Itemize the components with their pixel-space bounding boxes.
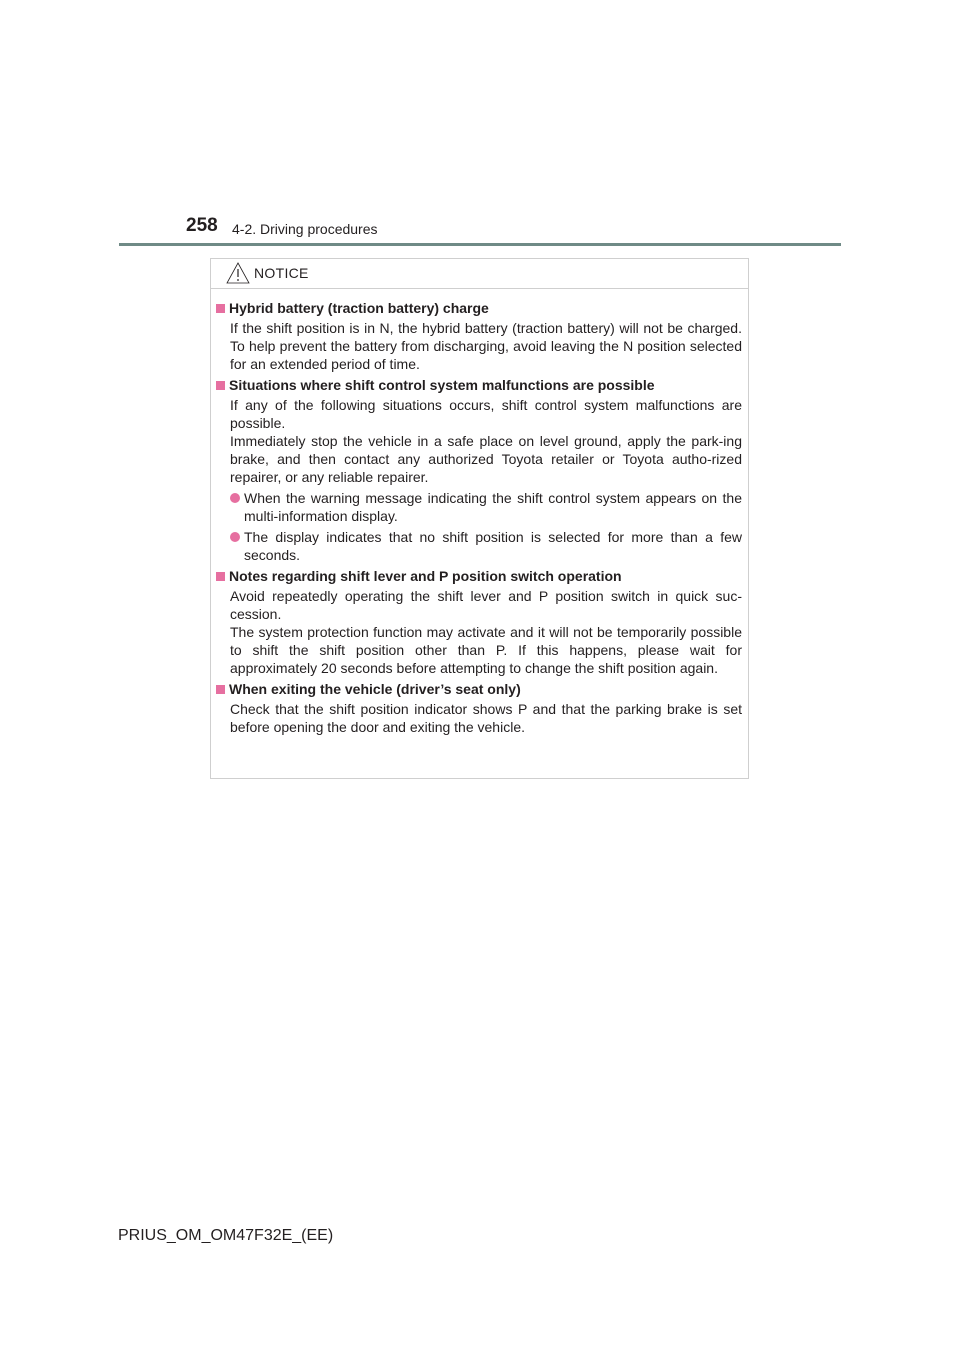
section-title-text: Notes regarding shift lever and P position switch operation	[229, 568, 622, 584]
notice-label: NOTICE	[254, 265, 309, 281]
section-heading	[216, 376, 742, 394]
notice-header	[211, 259, 748, 289]
square-bullet-icon	[216, 381, 225, 390]
notice-section-battery-charge	[216, 299, 742, 373]
square-bullet-icon	[216, 685, 225, 694]
header-rule	[119, 243, 841, 246]
list-item	[230, 528, 742, 564]
notice-section-exiting-vehicle	[216, 680, 742, 736]
section-paragraph: Avoid repeatedly operating the shift lever and P position switch in quick suc-cession. The system protection function may activate and it will not be temporarily possible to shift the shift position other than P. If this happens, please wait for approximately 20 seconds before attempting to change the shift position again.	[230, 588, 742, 676]
square-bullet-icon	[216, 304, 225, 313]
section-title-text: When exiting the vehicle (driver’s seat only)	[229, 681, 521, 697]
list-item-text: The display indicates that no shift position is selected for more than a few seconds.	[244, 529, 742, 563]
notice-box	[210, 258, 749, 779]
square-bullet-icon	[216, 572, 225, 581]
list-item-text: When the warning message indicating the shift control system appears on the multi-information display.	[244, 490, 742, 524]
notice-section-malfunctions	[216, 376, 742, 564]
section-paragraph: If any of the following situations occurs, shift control system malfunctions are possible. Immediately stop the vehicle in a safe place on level ground, apply the park-ing brake, and then contact any authorized Toyota retailer or Toyota autho-rized repairer, or any reliable repairer.	[230, 397, 742, 485]
circle-bullet-icon	[230, 532, 240, 542]
document-code: PRIUS_OM_OM47F32E_(EE)	[118, 1227, 334, 1244]
section-heading	[216, 567, 742, 585]
list-item	[230, 489, 742, 525]
section-heading	[216, 299, 742, 317]
section-title-text: Hybrid battery (traction battery) charge	[229, 300, 489, 316]
notice-body	[211, 289, 748, 736]
notice-section-shift-lever-notes	[216, 567, 742, 677]
circle-bullet-icon	[230, 493, 240, 503]
warning-triangle-icon	[225, 261, 251, 285]
section-heading	[216, 680, 742, 698]
section-title-text: Situations where shift control system malfunctions are possible	[229, 377, 655, 393]
section-paragraph: If the shift position is in N, the hybrid battery (traction battery) will not be charged. To help prevent the battery from discharging, avoid leaving the N position selected for an extended period of time.	[230, 320, 742, 372]
page-number: 258	[186, 215, 218, 236]
section-title: 4-2. Driving procedures	[232, 221, 378, 237]
section-paragraph: Check that the shift position indicator shows P and that the parking brake is set before opening the door and exiting the vehicle.	[230, 701, 742, 735]
